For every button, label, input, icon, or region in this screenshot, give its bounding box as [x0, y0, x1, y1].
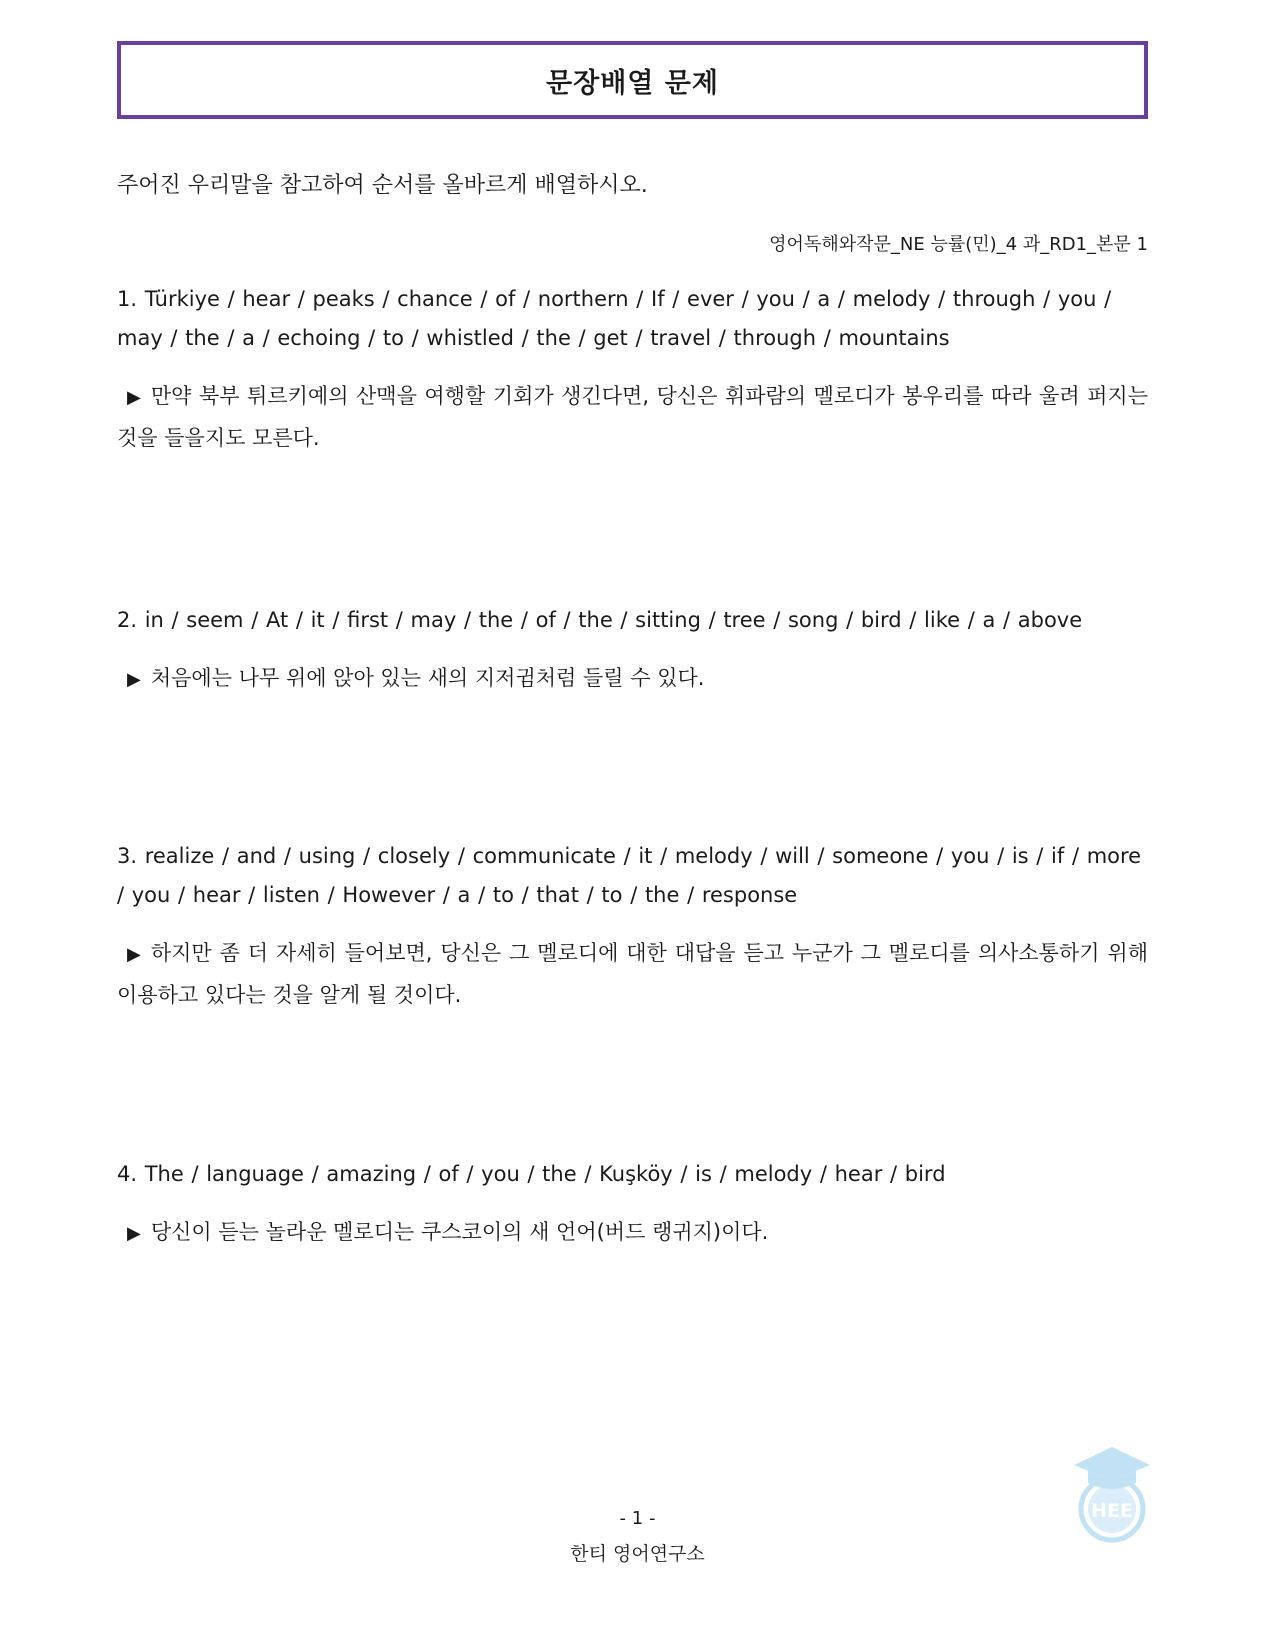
question-item [117, 601, 1148, 700]
korean-translation [117, 376, 1148, 458]
translation-text: 처음에는 나무 위에 앉아 있는 새의 지저귐처럼 들릴 수 있다. [150, 666, 705, 690]
korean-translation [117, 1212, 1148, 1254]
page-number: - 1 - [619, 1508, 656, 1529]
triangle-arrow-icon: ▶ [127, 944, 141, 965]
graduation-cap-icon [1074, 1447, 1150, 1489]
source-reference: 영어독해와작문_NE 능률(민)_4 과_RD1_본문 1 [769, 234, 1148, 255]
page-title: 문장배열 문제 [546, 67, 719, 99]
title-box [117, 41, 1148, 119]
triangle-arrow-icon: ▶ [127, 1223, 141, 1244]
instruction-text: 주어진 우리말을 참고하여 순서를 올바르게 배열하시오. [117, 173, 648, 198]
scrambled-words: 1. Türkiye / hear / peaks / chance / of / northern / If / ever / you / a / melody / through / you / may / the / a / echoing / to / whistled / the / get / travel / through / mountains [117, 287, 1112, 350]
question-item [117, 837, 1148, 1015]
footer-organization: 한티 영어연구소 [570, 1543, 705, 1565]
triangle-arrow-icon: ▶ [127, 669, 141, 690]
translation-text: 당신이 듣는 놀라운 멜로디는 쿠스코이의 새 언어(버드 랭귀지)이다. [150, 1220, 769, 1244]
scrambled-words: 3. realize / and / using / closely / communicate / it / melody / will / someone / you / is / if / more / you / hear / listen / However / a / to / that / to / the / response [117, 844, 1142, 907]
question-item [117, 1155, 1148, 1254]
question-item [117, 280, 1148, 458]
scrambled-words: 4. The / language / amazing / of / you / the / Kuşköy / is / melody / hear / bird [117, 1162, 946, 1186]
hee-logo [1070, 1443, 1154, 1543]
triangle-arrow-icon: ▶ [127, 387, 141, 408]
korean-translation [117, 933, 1148, 1015]
translation-text: 만약 북부 튀르키예의 산맥을 여행할 기회가 생긴다면, 당신은 휘파람의 멜로디가 봉우리를 따라 울려 퍼지는 것을 들을지도 모른다. [117, 384, 1148, 450]
translation-text: 하지만 좀 더 자세히 들어보면, 당신은 그 멜로디에 대한 대답을 듣고 누군가 그 멜로디를 의사소통하기 위해 이용하고 있다는 것을 알게 될 것이다. [117, 941, 1148, 1007]
korean-translation [117, 658, 1148, 700]
logo-text: HEE [1091, 1500, 1133, 1522]
scrambled-words: 2. in / seem / At / it / first / may / the / of / the / sitting / tree / song / bird / like / a / above [117, 608, 1083, 632]
